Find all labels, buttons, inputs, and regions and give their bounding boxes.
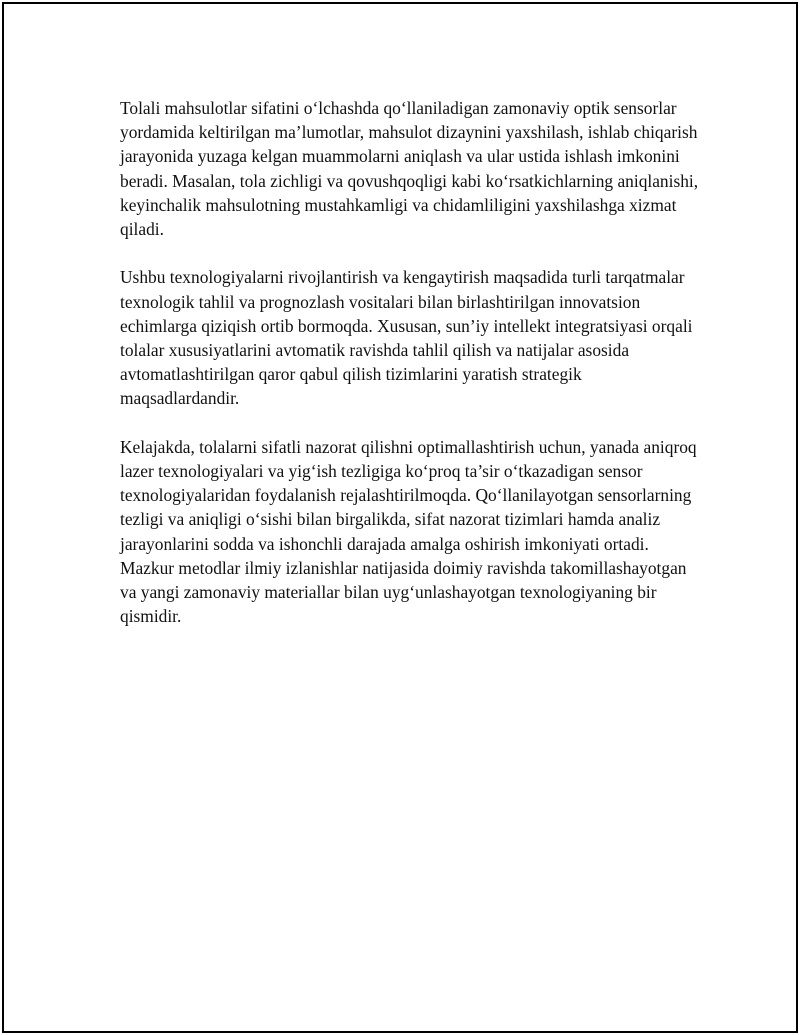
- paragraph-3: Kelajakda, tolalarni sifatli nazorat qilishni optimallashtirish uchun, yanada aniqroq lazer texnologiyalari va yig‘ish tezligiga ko‘proq ta’sir o‘tkazadigan sensor texnologiyalaridan foydalanish rejalashtirilmoqda. Qo‘llanilayotgan sensorlarning tezligi va aniqligi o‘sishi bilan birgalikda, sifat nazorat tizimlari hamda analiz jarayonlarini sodda va ishonchli darajada amalga oshirish imkoniyati ortadi. Mazkur metodlar ilmiy izlanishlar natijasida doimiy ravishda takomillashayotgan va yangi zamonaviy materiallar bilan uyg‘unlashayotgan texnologiyaning bir qismidir.: [120, 436, 697, 627]
- paragraph-2: Ushbu texnologiyalarni rivojlantirish va kengaytirish maqsadida turli tarqatmalar texnologik tahlil va prognozlash vositalari bilan birlashtirilgan innovatsion echimlarga qiziqish ortib bormoqda. Xususan, sun’iy intellekt integratsiyasi orqali tolalar xususiyatlarini avtomatik ravishda tahlil qilish va natijalar asosida avtomatlashtirilgan qaror qabul qilish tizimlarini yaratish strategik maqsadlardandir.: [120, 267, 693, 409]
- document-page: [2, 2, 798, 1033]
- document-body: [120, 96, 700, 653]
- paragraph-1: Tolali mahsulotlar sifatini o‘lchashda qo‘llaniladigan zamonaviy optik sensorlar yordamida keltirilgan ma’lumotlar, mahsulot dizaynini yaxshilash, ishlab chiqarish jarayonida yuzaga kelgan muammolarni aniqlash va ular ustida ishlash imkonini beradi. Masalan, tola zichligi va qovushqoqligi kabi ko‘rsatkichlarning aniqlanishi, keyinchalik mahsulotning mustahkamligi va chidamliligini yaxshilashga xizmat qiladi.: [120, 98, 699, 240]
